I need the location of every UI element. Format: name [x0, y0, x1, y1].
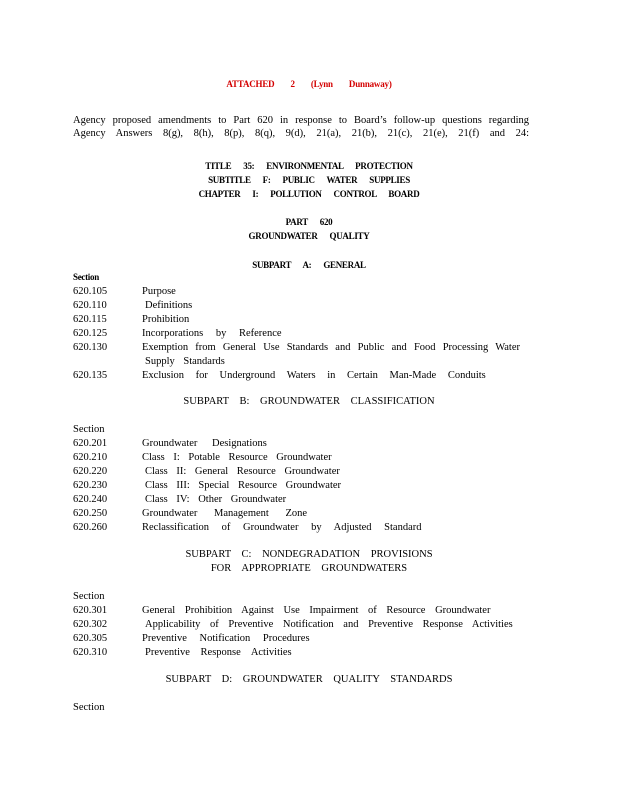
section-title: Class II: General Resource Groundwater: [145, 466, 340, 477]
intro-line-2: Agency Answers 8(g), 8(h), 8(p), 8(q), 9(d), 21(a), 21(b), 21(c), 21(e), 21(f) and 24:: [73, 128, 529, 139]
section-title: Reclassification of Groundwater by Adjusted Standard: [142, 522, 422, 533]
section-title: Groundwater Designations: [142, 438, 267, 449]
section-number: 620.130: [73, 342, 108, 353]
section-title: Incorporations by Reference: [142, 328, 282, 339]
section-title: Class IV: Other Groundwater: [145, 494, 287, 505]
section-number: 620.210: [73, 452, 108, 463]
part-name-heading: GROUNDWATER QUALITY: [248, 231, 370, 241]
section-title: Preventive Response Activities: [145, 647, 292, 658]
subpart-c-heading: SUBPART C: NONDEGRADATION PROVISIONS: [185, 549, 433, 560]
section-title: Preventive Notification Procedures: [142, 633, 310, 644]
subpart-a-heading: SUBPART A: GENERAL: [252, 260, 366, 270]
subpart-c-heading-line-2: FOR APPROPRIATE GROUNDWATERS: [210, 563, 408, 574]
section-number: 620.105: [73, 286, 108, 297]
section-title: Applicability of Preventive Notification and Preventive Response Activities: [145, 619, 513, 630]
section-number: 620.125: [73, 328, 108, 339]
subtitle-heading: SUBTITLE F: PUBLIC WATER SUPPLIES: [208, 175, 410, 185]
section-title: Exemption from General Use Standards and Public and Food Processing Water: [142, 342, 520, 353]
section-number: 620.250: [73, 508, 108, 519]
subpart-c-section-label: Section: [73, 591, 105, 602]
section-title: Class III: Special Resource Groundwater: [145, 480, 342, 491]
section-title: General Prohibition Against Use Impairment of Resource Groundwater: [142, 605, 491, 616]
subpart-d-section-label: Section: [73, 702, 105, 713]
section-number: 620.302: [73, 619, 108, 630]
section-number: 620.110: [73, 300, 107, 311]
section-number: 620.260: [73, 522, 108, 533]
attached-note: ATTACHED 2 (Lynn Dunnaway): [226, 79, 392, 89]
subpart-b-heading: SUBPART B: GROUNDWATER CLASSIFICATION: [183, 396, 435, 407]
section-title: Class I: Potable Resource Groundwater: [142, 452, 332, 463]
section-number: 620.305: [73, 633, 108, 644]
subpart-b-section-label: Section: [73, 424, 105, 435]
part-heading: PART 620: [285, 217, 333, 227]
section-number: 620.135: [73, 370, 108, 381]
section-title: Purpose: [142, 286, 176, 297]
section-number: 620.301: [73, 605, 108, 616]
section-title: Exclusion for Underground Waters in Certain Man-Made Conduits: [142, 370, 486, 381]
section-number: 620.115: [73, 314, 107, 325]
chapter-heading: CHAPTER I: POLLUTION CONTROL BOARD: [198, 189, 420, 199]
section-title: Definitions: [145, 300, 193, 311]
subpart-a-section-label: Section: [73, 272, 99, 282]
section-number: 620.201: [73, 438, 108, 449]
section-number: 620.310: [73, 647, 108, 658]
intro-line-1: Agency proposed amendments to Part 620 in response to Board’s follow-up questions regarding: [73, 115, 529, 126]
section-title-continuation: Supply Standards: [145, 356, 225, 367]
section-number: 620.240: [73, 494, 108, 505]
subpart-d-heading: SUBPART D: GROUNDWATER QUALITY STANDARDS: [165, 674, 453, 685]
section-title: Groundwater Management Zone: [142, 508, 308, 519]
section-number: 620.220: [73, 466, 108, 477]
section-number: 620.230: [73, 480, 108, 491]
title-heading: TITLE 35: ENVIRONMENTAL PROTECTION: [205, 161, 413, 171]
section-title: Prohibition: [142, 314, 190, 325]
